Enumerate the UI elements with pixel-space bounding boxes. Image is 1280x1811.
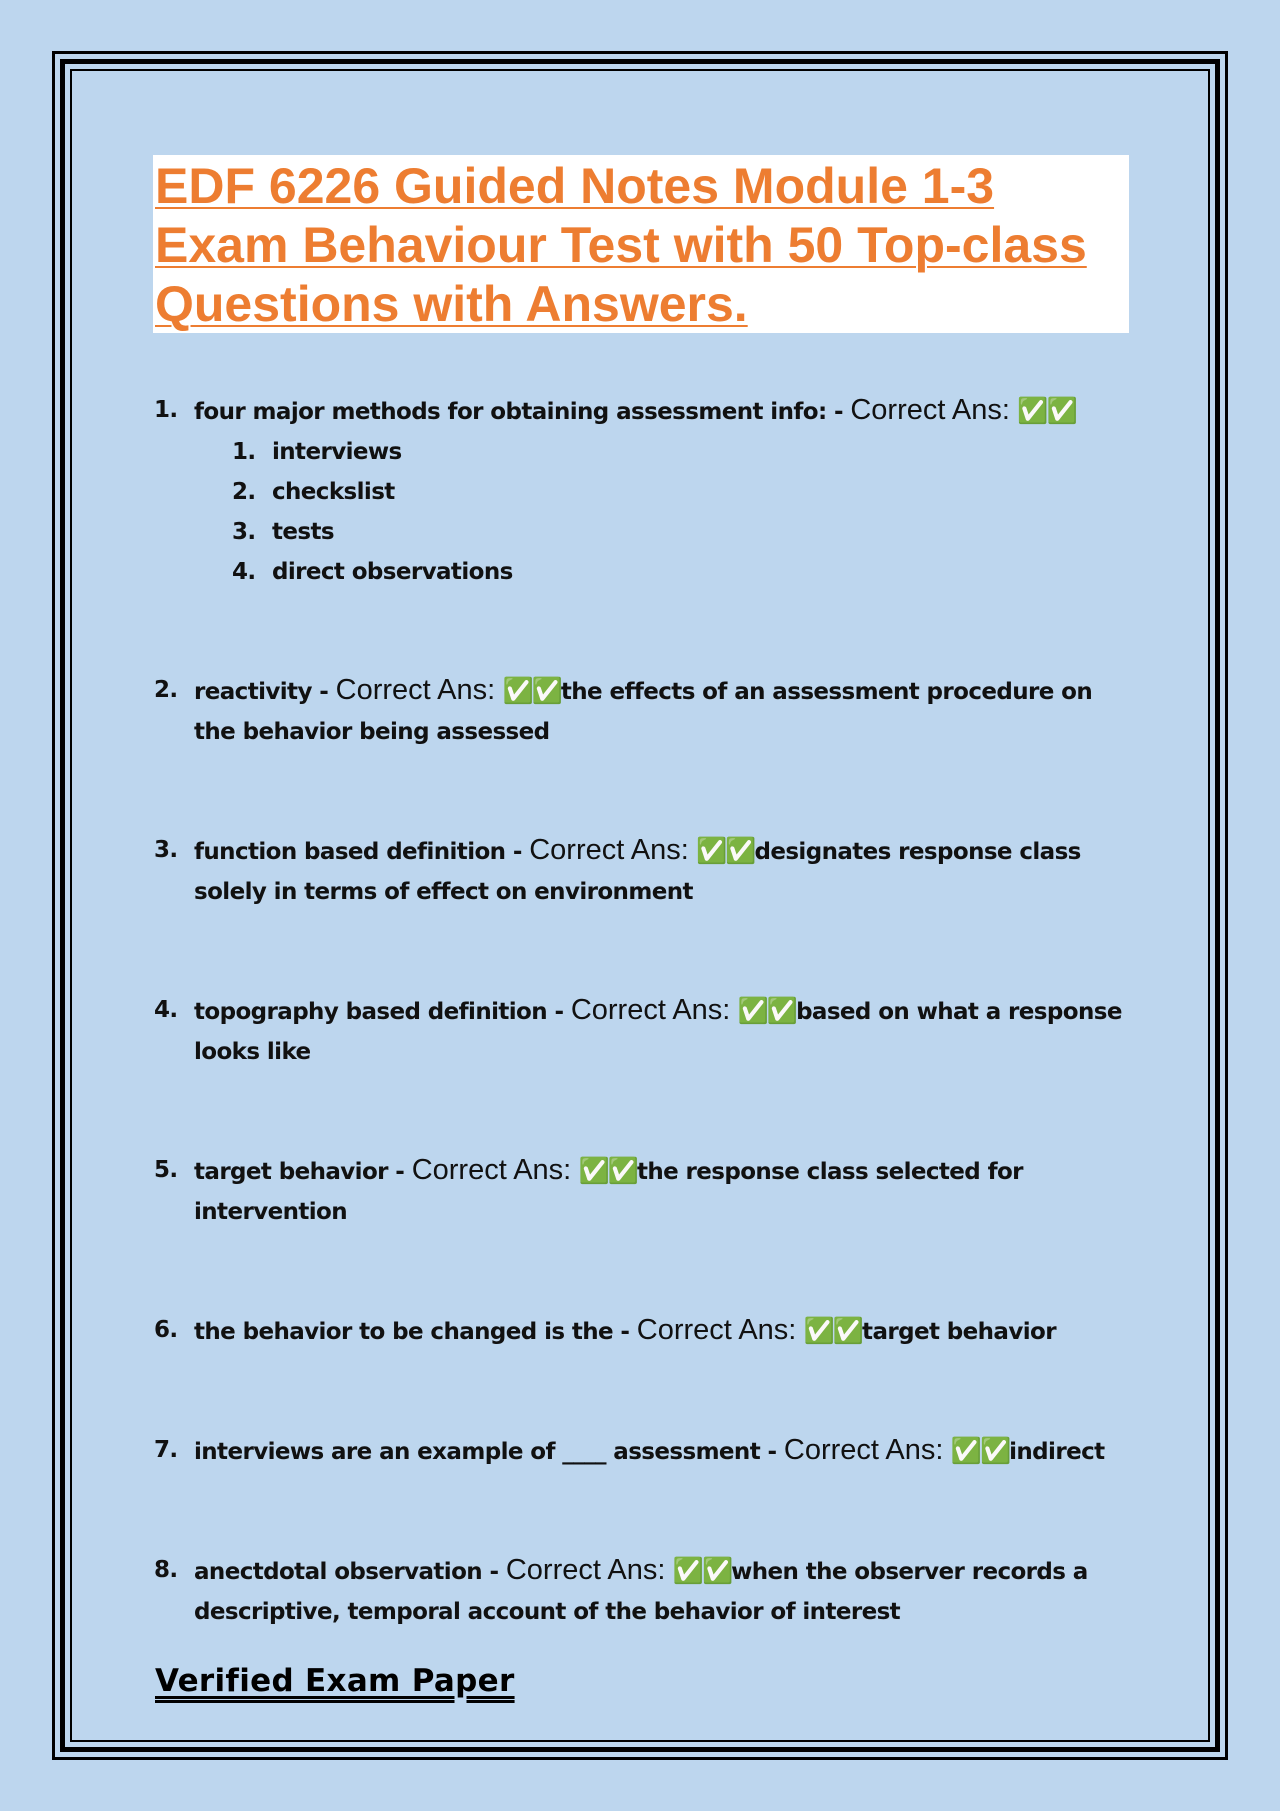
sub-item	[232, 472, 1134, 512]
question-number: 7.	[154, 1437, 178, 1463]
answer-label: Correct Ans:	[850, 394, 1010, 426]
question-text: anectdotal observation -	[194, 1559, 499, 1585]
question-item	[154, 1150, 1134, 1232]
sub-number: 3.	[232, 519, 256, 545]
question-text: four major methods for obtaining assessment info: -	[194, 399, 843, 425]
verified-footer: Verified Exam Paper	[155, 1663, 515, 1699]
answer-text: designates response class solely in terms of effect on environment	[194, 839, 1081, 905]
double-check-icon: ✅✅	[737, 996, 797, 1025]
document-title: EDF 6226 Guided Notes Module 1-3 Exam Behaviour Test with 50 Top-class Questions with Answers.	[155, 158, 1087, 332]
answer-text: target behavior	[862, 1319, 1056, 1345]
question-text: the behavior to be changed is the -	[194, 1319, 630, 1345]
answer-label: Correct Ans:	[529, 834, 689, 866]
double-check-icon: ✅✅	[672, 1556, 732, 1585]
sub-number: 1.	[232, 439, 256, 465]
sub-item	[232, 512, 1134, 552]
answer-label: Correct Ans:	[411, 1154, 572, 1186]
answer-text: the response class selected for intervention	[194, 1159, 1023, 1225]
answer-label: Correct Ans:	[570, 994, 731, 1026]
title-box	[153, 155, 1129, 333]
question-number: 4.	[154, 997, 178, 1023]
answer-label: Correct Ans:	[636, 1314, 797, 1346]
answer-text: based on what a response looks like	[194, 999, 1122, 1065]
sub-number: 2.	[232, 479, 256, 505]
sub-text: checkslist	[272, 479, 395, 505]
question-item	[154, 1550, 1134, 1632]
question-text: interviews are an example of ____ assessment -	[194, 1439, 777, 1465]
answer-label: Correct Ans:	[783, 1434, 944, 1466]
question-number: 8.	[154, 1557, 178, 1583]
question-number: 2.	[154, 677, 178, 703]
double-check-icon: ✅✅	[1017, 396, 1076, 425]
answer-label: Correct Ans:	[335, 674, 496, 706]
answer-text: indirect	[1009, 1439, 1105, 1465]
question-item	[154, 670, 1134, 752]
sub-text: tests	[272, 519, 334, 545]
sub-text: direct observations	[272, 559, 513, 585]
sub-text: interviews	[272, 439, 402, 465]
question-number: 3.	[154, 837, 178, 863]
question-item	[154, 990, 1134, 1072]
question-item	[154, 1430, 1134, 1472]
question-text: target behavior -	[194, 1159, 405, 1185]
question-item	[154, 390, 1134, 592]
double-check-icon: ✅✅	[803, 1316, 863, 1345]
answer-text: the effects of an assessment procedure on the behavior being assessed	[194, 679, 1093, 745]
question-number: 5.	[154, 1157, 178, 1183]
question-list	[154, 390, 1134, 1632]
double-check-icon: ✅✅	[502, 676, 561, 705]
question-text: topography based definition -	[194, 999, 564, 1025]
double-check-icon: ✅✅	[950, 1436, 1010, 1465]
question-item	[154, 830, 1134, 912]
question-item	[154, 1310, 1134, 1352]
double-check-icon: ✅✅	[696, 836, 755, 865]
sub-item	[232, 432, 1134, 472]
question-number: 6.	[154, 1317, 178, 1343]
sub-list	[194, 432, 1134, 592]
question-number: 1.	[154, 397, 178, 423]
sub-number: 4.	[232, 559, 256, 585]
double-check-icon: ✅✅	[578, 1156, 637, 1185]
answer-label: Correct Ans:	[505, 1554, 666, 1586]
question-text: function based definition -	[194, 839, 522, 865]
sub-item	[232, 552, 1134, 592]
answer-text: when the observer records a descriptive, temporal account of the behavior of interest	[194, 1559, 1088, 1625]
question-text: reactivity -	[194, 679, 329, 705]
